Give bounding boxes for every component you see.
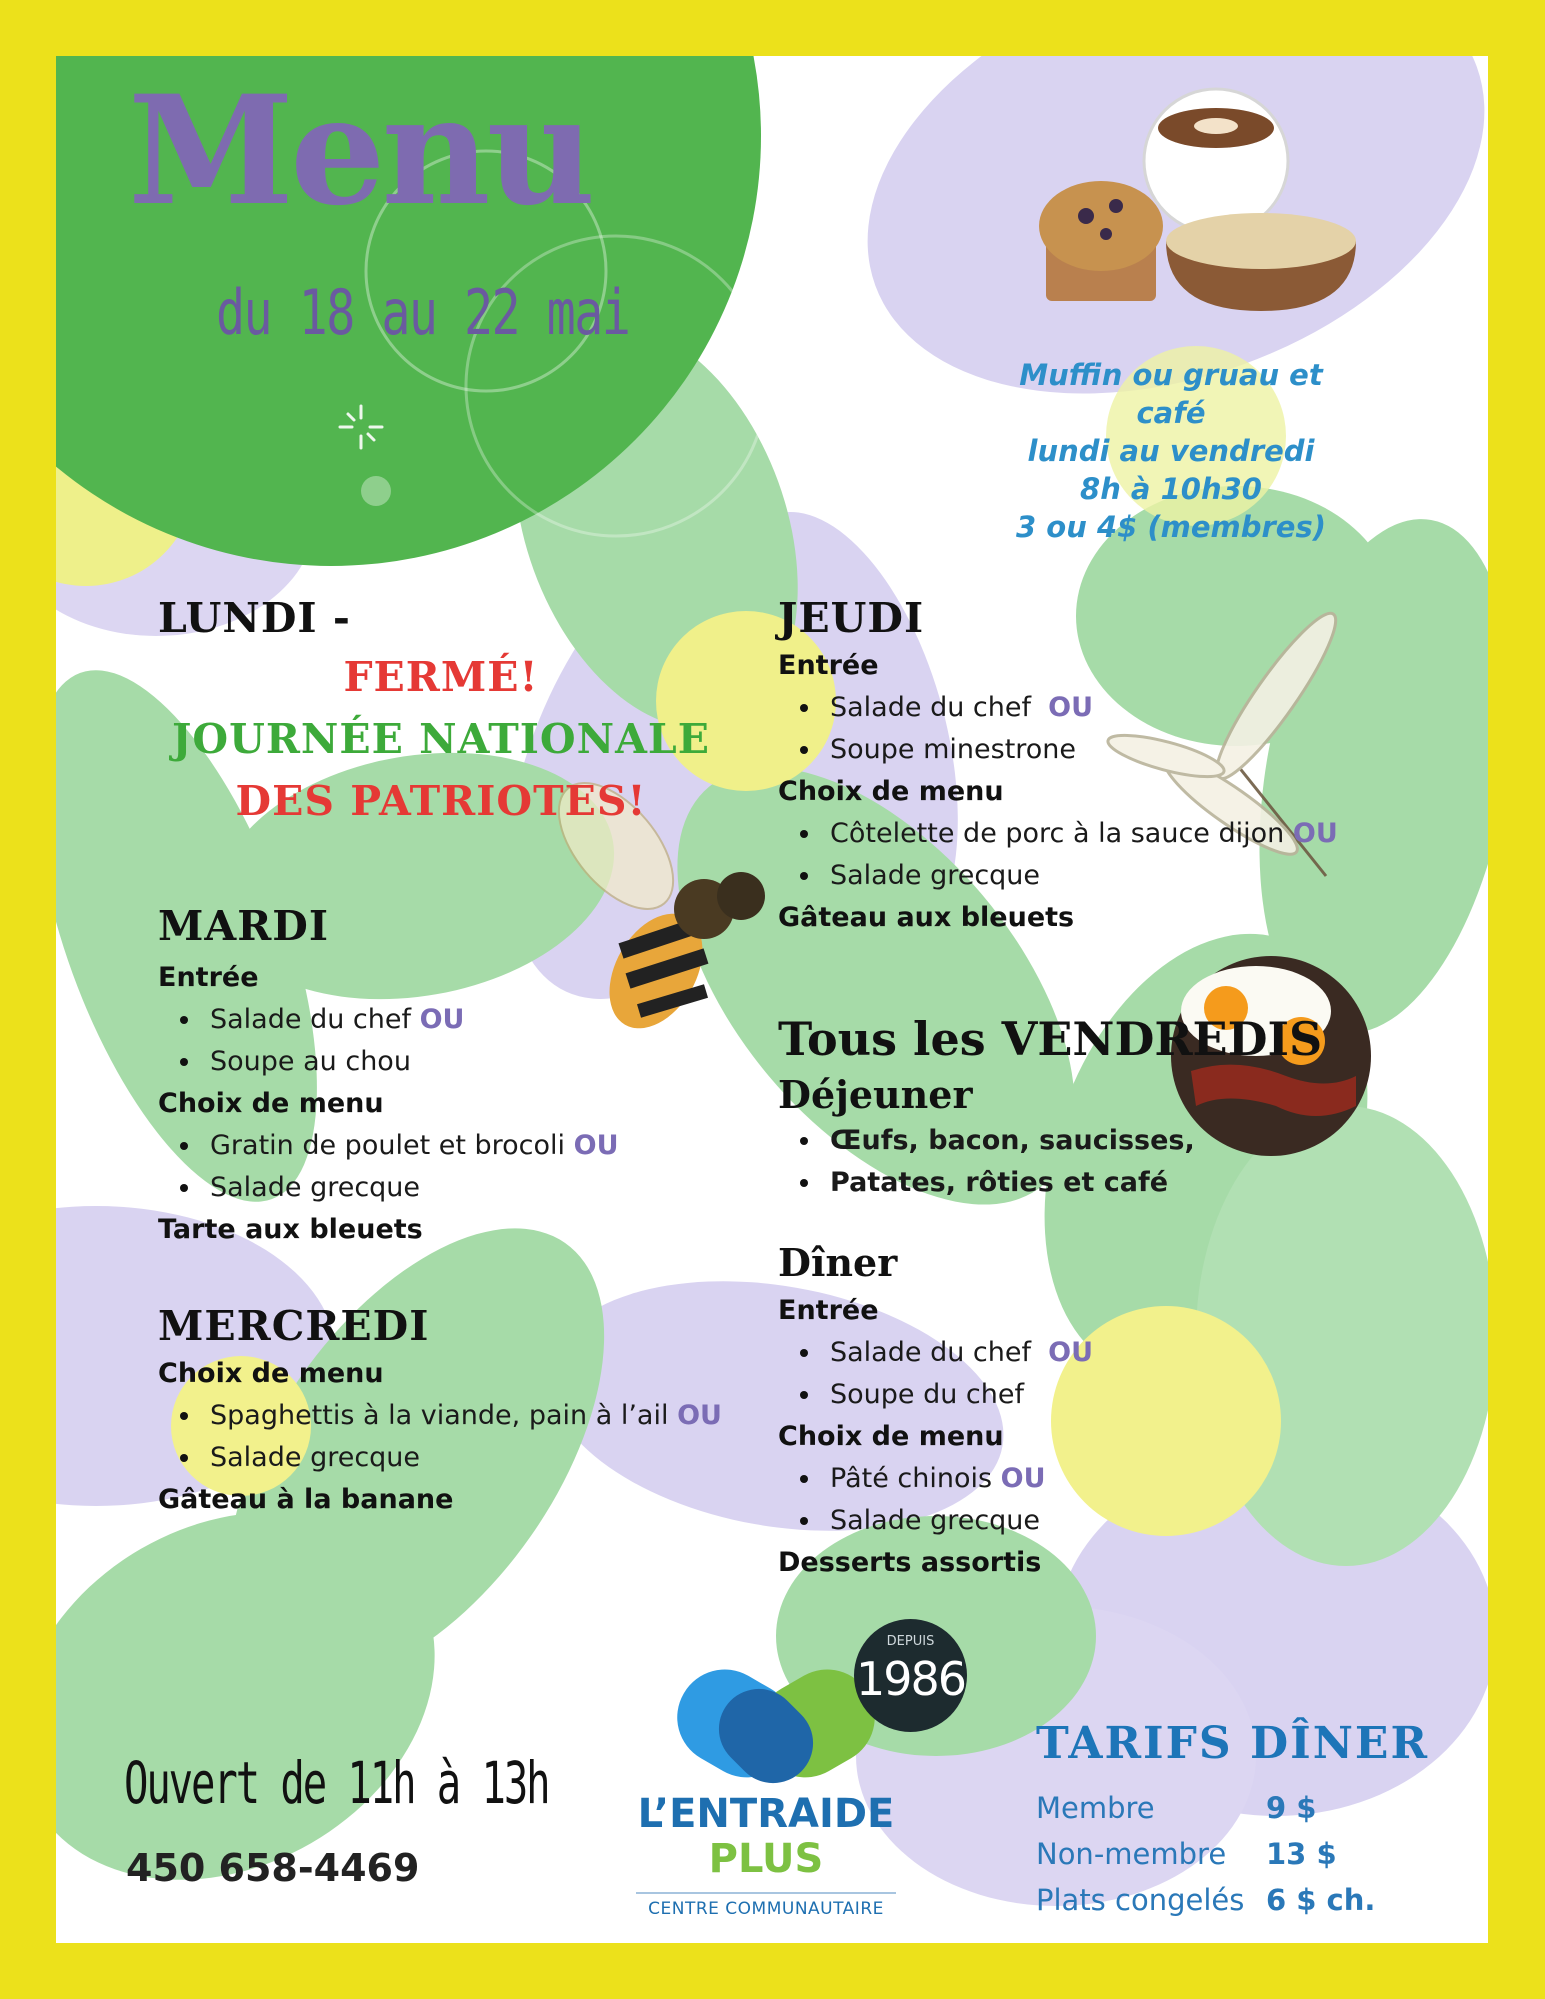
lundi-closed-notice xyxy=(156,646,726,832)
list-item: Salade grecque xyxy=(210,1437,722,1479)
closed-text: FERMÉ! xyxy=(343,653,539,701)
diner-heading: Dîner xyxy=(778,1240,898,1285)
tarifs-heading: TARIFS DÎNER xyxy=(1036,1718,1430,1769)
list-item: Spaghettis à la viande, pain à l’ail OU xyxy=(210,1395,722,1437)
tarif-label: Plats congelés xyxy=(1036,1883,1245,1917)
choix-label: Choix de menu xyxy=(158,1088,384,1119)
choix-label: Choix de menu xyxy=(158,1358,384,1389)
mercredi-heading: MERCREDI xyxy=(158,1302,430,1350)
tarif-value: 6 $ ch. xyxy=(1266,1883,1376,1917)
tarif-label: Membre xyxy=(1036,1791,1155,1825)
opening-hours: Ouvert de 11h à 13h xyxy=(124,1749,549,1817)
mercredi-section xyxy=(158,1302,722,1521)
entree-label: Entrée xyxy=(778,650,879,681)
tarif-row xyxy=(1036,1883,1376,1917)
tarif-row xyxy=(1036,1791,1317,1825)
holiday-text: JOURNÉE NATIONALE xyxy=(171,715,710,763)
dessert: Tarte aux bleuets xyxy=(158,1214,423,1245)
vendredi-heading: Tous les VENDREDIS xyxy=(778,1012,1323,1066)
tarif-label: Non-membre xyxy=(1036,1837,1227,1871)
list-item: Salade grecque xyxy=(830,855,1338,897)
badge-label: DEPUIS xyxy=(886,1634,935,1649)
date-range: du 18 au 22 mai xyxy=(216,276,630,349)
list-item: Salade grecque xyxy=(830,1500,1322,1542)
menu-sheet xyxy=(56,56,1488,1943)
list-item: Gratin de poulet et brocoli OU xyxy=(210,1125,619,1167)
logo-name-plus: PLUS xyxy=(708,1836,824,1882)
tarif-value: 13 $ xyxy=(1266,1837,1337,1871)
list-item: Côtelette de porc à la sauce dijon OU xyxy=(830,813,1338,855)
vendredi-section xyxy=(778,1012,1323,1584)
jeudi-section xyxy=(778,594,1338,939)
list-item: Soupe du chef xyxy=(830,1374,1322,1416)
entree-label: Entrée xyxy=(158,962,259,993)
lundi-heading: LUNDI - xyxy=(158,594,351,642)
badge-year: 1986 xyxy=(855,1652,966,1706)
breakfast-info xyxy=(1006,356,1336,546)
breakfast-line: 8h à 10h30 xyxy=(1080,472,1262,506)
list-item: Soupe minestrone xyxy=(830,729,1338,771)
choix-label: Choix de menu xyxy=(778,776,1004,807)
tarif-value: 9 $ xyxy=(1266,1791,1317,1825)
logo-subtitle: CENTRE COMMUNAUTAIRE xyxy=(648,1899,884,1919)
tarif-row xyxy=(1036,1837,1337,1871)
list-item: Soupe au chou xyxy=(210,1041,619,1083)
list-item: Salade du chef OU xyxy=(830,687,1338,729)
dessert: Gâteau à la banane xyxy=(158,1484,454,1515)
phone-number: 450 658-4469 xyxy=(126,1846,420,1890)
entree-label: Entrée xyxy=(778,1295,879,1326)
breakfast-line: Muffin ou gruau et café xyxy=(1019,358,1323,430)
mardi-heading: MARDI xyxy=(158,902,330,950)
breakfast-line: 3 ou 4$ (membres) xyxy=(1016,510,1326,544)
list-item: Œufs, bacon, saucisses, xyxy=(830,1120,1322,1162)
list-item: Pâté chinois OU xyxy=(830,1458,1322,1500)
logo-divider xyxy=(636,1892,896,1894)
list-item: Salade du chef OU xyxy=(210,999,619,1041)
holiday-text: DES PATRIOTES! xyxy=(235,777,647,825)
page-title: Menu xyxy=(128,63,592,239)
list-item: Patates, rôties et café xyxy=(830,1162,1322,1204)
mardi-section xyxy=(158,902,619,1251)
jeudi-heading: JEUDI xyxy=(778,594,925,642)
list-item: Salade du chef OU xyxy=(830,1332,1322,1374)
list-item: Salade grecque xyxy=(210,1167,619,1209)
dessert: Gâteau aux bleuets xyxy=(778,902,1075,933)
dejeuner-heading: Déjeuner xyxy=(778,1072,973,1117)
logo-name: L’ENTRAIDE xyxy=(637,1791,895,1837)
choix-label: Choix de menu xyxy=(778,1421,1004,1452)
breakfast-line: lundi au vendredi xyxy=(1027,434,1315,468)
dessert: Desserts assortis xyxy=(778,1547,1042,1578)
